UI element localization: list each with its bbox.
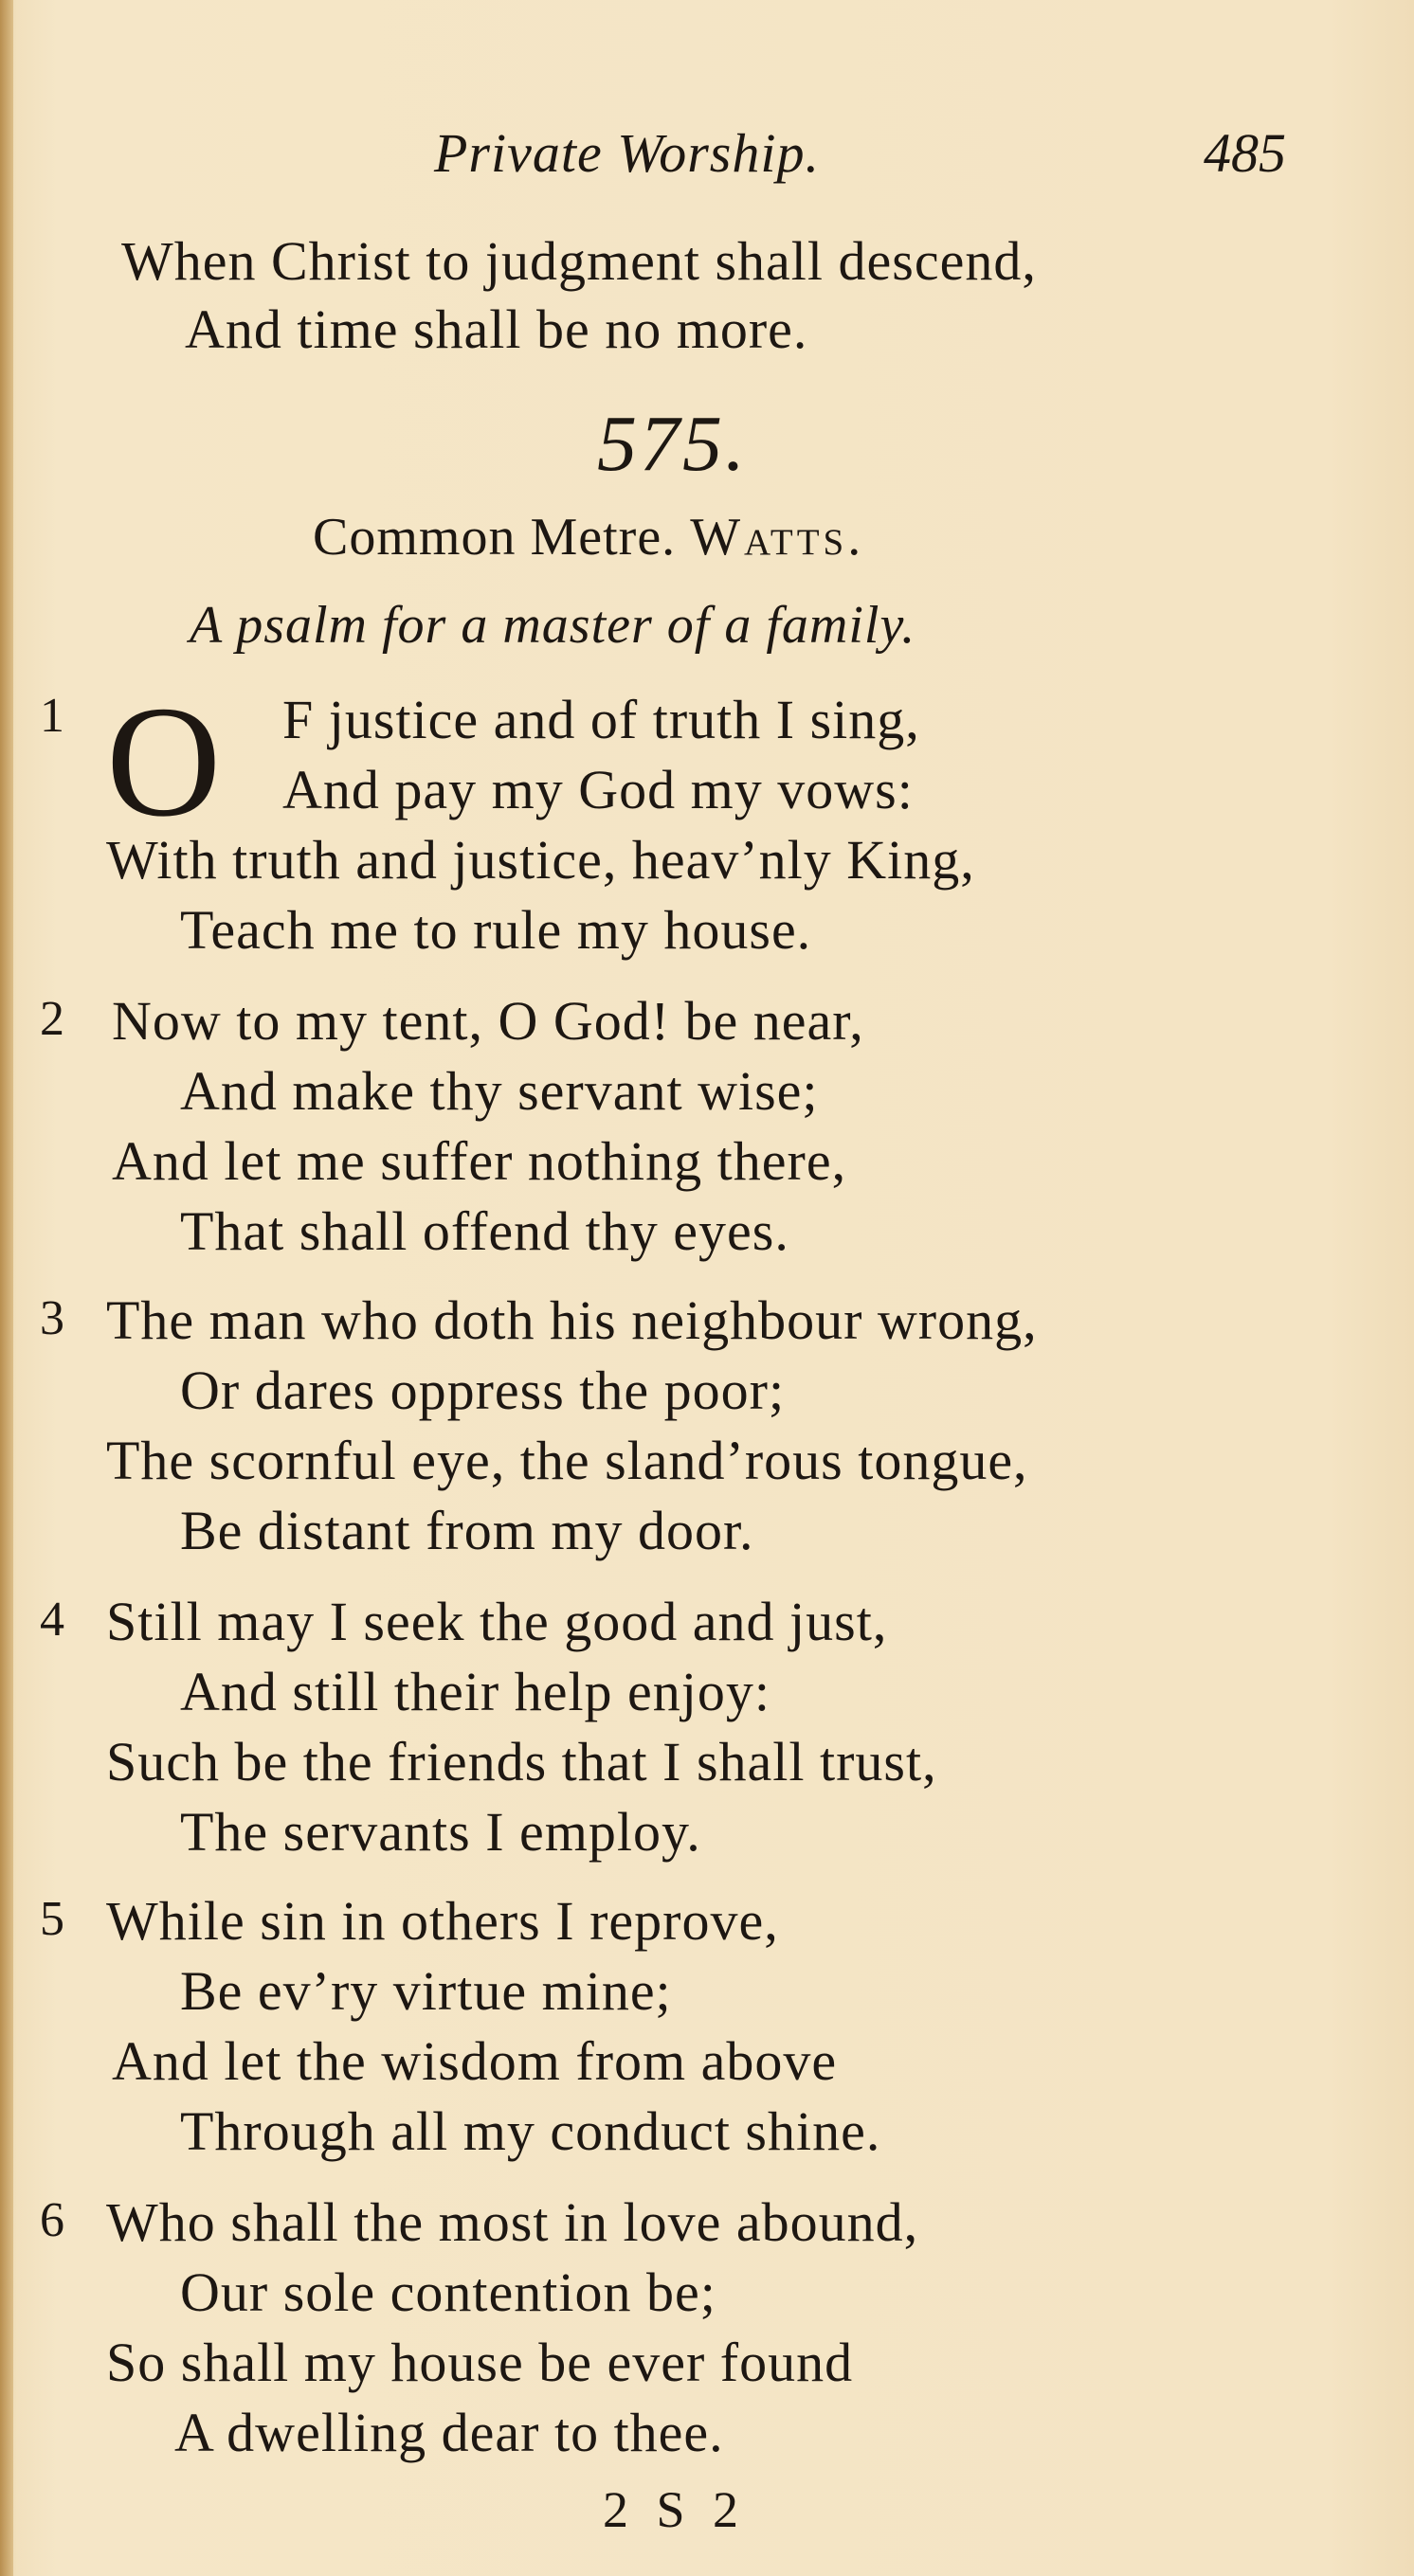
page-header bbox=[0, 121, 1414, 188]
verse-line: While sin in others I reprove, bbox=[106, 1890, 779, 1952]
verse-line: Our sole contention be; bbox=[180, 2261, 716, 2323]
verse-line: Teach me to rule my house. bbox=[180, 899, 812, 961]
verse-line: Through all my conduct shine. bbox=[180, 2100, 881, 2162]
verse-number: 5 bbox=[40, 1892, 64, 1946]
verse-line: Now to my tent, O God! be near, bbox=[112, 990, 864, 1052]
verse-number: 2 bbox=[40, 992, 64, 1046]
verse-line: And still their help enjoy: bbox=[180, 1661, 771, 1722]
verse-line: And let me suffer nothing there, bbox=[112, 1130, 847, 1192]
verse-line: And pay my God my vows: bbox=[282, 759, 914, 820]
metre-line bbox=[313, 507, 864, 567]
metre: Common Metre. bbox=[313, 508, 677, 567]
verse-line: Be ev’ry virtue mine; bbox=[180, 1960, 672, 2022]
verse-line: Who shall the most in love abound, bbox=[106, 2191, 919, 2253]
verse-number: 4 bbox=[40, 1593, 64, 1647]
verse-line: F justice and of truth I sing, bbox=[282, 689, 920, 750]
verse-line: Still may I seek the good and just, bbox=[106, 1591, 888, 1652]
verse-line: Such be the friends that I shall trust, bbox=[106, 1731, 937, 1792]
verse-line: And let the wisdom from above bbox=[112, 2030, 838, 2092]
page-gutter bbox=[0, 0, 13, 2576]
verse-line: The man who doth his neighbour wrong, bbox=[106, 1289, 1038, 1351]
carryover-line: When Christ to judgment shall descend, bbox=[121, 230, 1037, 292]
verse-line: With truth and justice, heav’nly King, bbox=[106, 829, 975, 891]
verse-line: A dwelling dear to thee. bbox=[174, 2402, 724, 2463]
carryover-line: And time shall be no more. bbox=[185, 298, 808, 360]
hymn-title: A psalm for a master of a family. bbox=[190, 596, 916, 655]
verse-number: 3 bbox=[40, 1291, 64, 1345]
running-head: Private Worship. bbox=[434, 122, 820, 184]
verse-line: Or dares oppress the poor; bbox=[180, 1360, 786, 1421]
signature-mark: 2 S 2 bbox=[603, 2481, 747, 2538]
verse-number: 6 bbox=[40, 2193, 64, 2247]
verse-number: 1 bbox=[40, 689, 64, 743]
page-number: 485 bbox=[1204, 122, 1286, 184]
verse-line: That shall offend thy eyes. bbox=[180, 1200, 789, 1262]
drop-cap: O bbox=[106, 674, 222, 850]
author: Watts. bbox=[690, 508, 865, 567]
verse-line: And make thy servant wise; bbox=[180, 1060, 819, 1122]
verse-line: So shall my house be ever found bbox=[106, 2332, 854, 2393]
hymn-number: 575. bbox=[597, 400, 748, 488]
verse-line: The scornful eye, the sland’rous tongue, bbox=[106, 1430, 1028, 1491]
verse-line: The servants I employ. bbox=[180, 1801, 701, 1863]
verse-line: Be distant from my door. bbox=[180, 1500, 754, 1561]
